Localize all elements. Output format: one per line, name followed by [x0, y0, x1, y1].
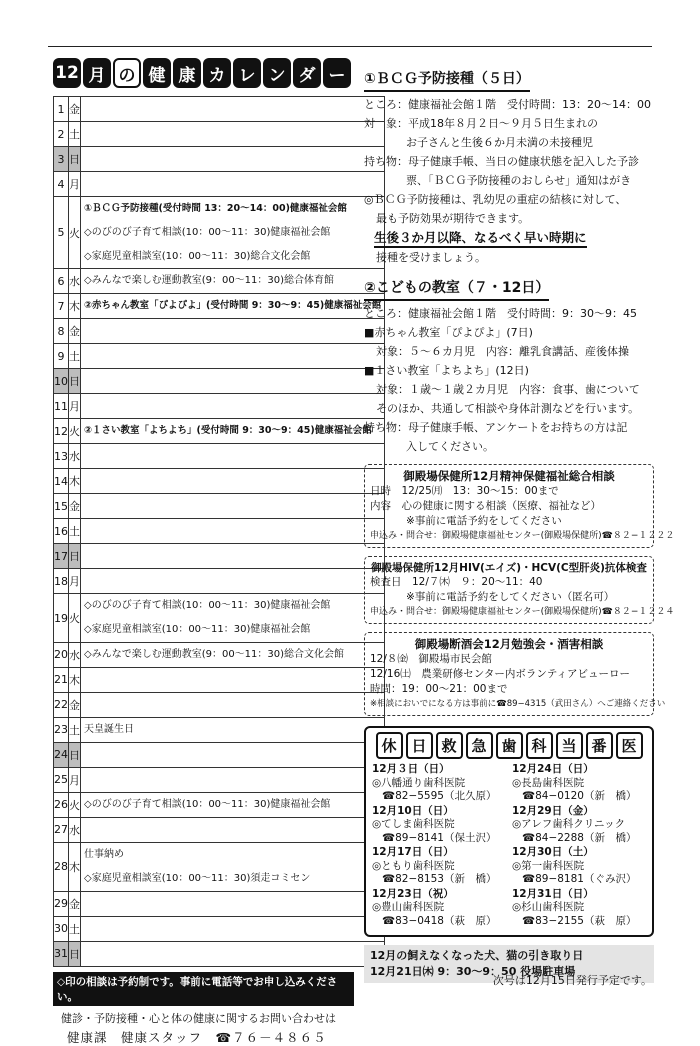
- title-char: ー: [323, 58, 351, 88]
- reservation-note: ◇印の相談は予約制です。事前に電話等でお申し込みください。: [53, 972, 354, 1006]
- dental-title-char: 歯: [496, 732, 523, 759]
- calendar-row: [54, 519, 385, 544]
- calendar-row: [54, 544, 385, 569]
- bcg-closing: 接種を受けましょう。: [376, 251, 486, 264]
- dental-name: ◎第一歯科医院: [512, 859, 585, 872]
- calendar-event: ◇家庭児童相談室(10：00〜11：30)健康福祉会館: [84, 624, 311, 636]
- kodomo-line: ■赤ちゃん教室「ぴよぴよ」(7日): [364, 326, 533, 339]
- weekday: 水: [69, 444, 81, 469]
- calendar-row: [54, 667, 385, 692]
- calendar-event: 天皇誕生日: [84, 724, 134, 736]
- weekday: 土: [69, 916, 81, 941]
- day-events: [81, 419, 385, 444]
- dental-name: ◎長島歯科医院: [512, 776, 585, 789]
- day-events: [81, 594, 385, 643]
- day-events: [81, 97, 385, 122]
- calendar-row: [54, 494, 385, 519]
- box-line: ※事前に電話予約をしてください（匿名可）: [406, 591, 615, 603]
- weekday: 土: [69, 122, 81, 147]
- weekday: 木: [69, 469, 81, 494]
- calendar-event: ②赤ちゃん教室「ぴよぴよ」(受付時間 9：30〜9：45)健康福祉会館: [84, 300, 382, 312]
- day-events: [81, 147, 385, 172]
- notices-column: [364, 68, 675, 983]
- day-events: [81, 519, 385, 544]
- weekday: 木: [69, 667, 81, 692]
- title-char: 月: [83, 58, 111, 88]
- bcg-line: 票、「ＢＣＧ予防接種のおしらせ」通知はがき: [406, 174, 632, 187]
- day-number: 23: [54, 717, 69, 742]
- calendar-row: [54, 97, 385, 122]
- dental-entry: [512, 888, 646, 929]
- calendar-title: [53, 54, 354, 92]
- dental-title-char: 日: [406, 732, 433, 759]
- weekday: 月: [69, 172, 81, 197]
- dental-date: 12月24日（日）: [512, 763, 594, 775]
- dental-title-char: 当: [556, 732, 583, 759]
- dental-tel: ☎83−0418（萩 原）: [382, 914, 497, 927]
- dental-entry: [512, 846, 646, 887]
- dental-tel: ☎83−2155（萩 原）: [522, 914, 637, 927]
- day-events: [81, 494, 385, 519]
- weekday: 土: [69, 717, 81, 742]
- day-number: 14: [54, 469, 69, 494]
- dental-entry: [512, 805, 646, 846]
- day-events: [81, 122, 385, 147]
- day-events: [81, 269, 385, 294]
- bcg-line: ところ：健康福祉会館１階 受付時間：13：20〜14：00: [364, 98, 651, 111]
- weekday: 水: [69, 817, 81, 842]
- day-number: 20: [54, 642, 69, 667]
- calendar-event: ②１さい教室「よちよち」(受付時間 9：30〜9：45)健康福祉会館: [84, 425, 372, 437]
- dental-title-char: 休: [376, 732, 403, 759]
- dental-name: ◎豊山歯科医院: [372, 901, 445, 913]
- weekday: 金: [69, 97, 81, 122]
- dental-title-char: 急: [466, 732, 493, 759]
- dental-date: 12月10日（日）: [372, 804, 454, 817]
- kodomo-line: そのほか、共通して相談や身体計測などを行います。: [376, 402, 640, 415]
- day-number: 24: [54, 742, 69, 767]
- day-events: [81, 891, 385, 916]
- day-events: [81, 444, 385, 469]
- danshu-box: [364, 632, 666, 716]
- weekday: 月: [69, 767, 81, 792]
- day-events: [81, 717, 385, 742]
- day-number: 8: [54, 319, 69, 344]
- calendar-row: [54, 842, 385, 891]
- hiv-test-box: [364, 556, 675, 624]
- calendar-row: [54, 817, 385, 842]
- day-events: [81, 294, 385, 319]
- bcg-line: お子さんと生後６か月未満の未接種児: [406, 136, 593, 149]
- day-events: [81, 692, 385, 717]
- bcg-line: ◎ＢＣＧ予防接種は、乳幼児の重症の結核に対して、: [364, 193, 627, 206]
- day-events: [81, 394, 385, 419]
- day-number: 18: [54, 569, 69, 594]
- day-number: 30: [54, 916, 69, 941]
- calendar-row: [54, 594, 385, 643]
- calendar-row: [54, 419, 385, 444]
- box-line: ※相談においでになる方は事前に☎89−4315（武田さん）へご連絡ください: [370, 699, 666, 709]
- dental-name: ◎ともり歯科医院: [372, 859, 455, 872]
- dental-date: 12月29日（金）: [512, 804, 594, 817]
- calendar-row: [54, 369, 385, 394]
- dental-entry: [372, 888, 506, 929]
- calendar-row: [54, 742, 385, 767]
- calendar-row: [54, 916, 385, 941]
- day-number: 9: [54, 344, 69, 369]
- dental-schedule: [372, 763, 646, 929]
- day-number: 13: [54, 444, 69, 469]
- calendar-row: [54, 122, 385, 147]
- calendar-row: [54, 891, 385, 916]
- box-title: 御殿場保健所12月精神保健福祉総合相談: [403, 469, 615, 483]
- calendar-row: [54, 319, 385, 344]
- day-events: [81, 197, 385, 269]
- weekday: 日: [69, 544, 81, 569]
- title-char: レ: [233, 58, 261, 88]
- bcg-highlight: 生後３か月以降、なるべく早い時期に: [374, 228, 587, 248]
- day-events: [81, 544, 385, 569]
- dental-title-char: 科: [526, 732, 553, 759]
- weekday: 金: [69, 692, 81, 717]
- day-number: 3: [54, 147, 69, 172]
- title-char: 健: [143, 58, 171, 88]
- day-number: 26: [54, 792, 69, 817]
- kodomo-line: 入してください。: [406, 440, 494, 453]
- box-line: 時間：19：00〜21：00まで: [370, 683, 508, 695]
- health-calendar: [53, 54, 382, 1046]
- bcg-line: 対 象：平成18年８月２日〜９月５日生まれの: [364, 117, 598, 130]
- weekday: 日: [69, 369, 81, 394]
- dental-entry: [372, 805, 506, 846]
- box-line: 12/８㈮ 御殿場市民会館: [370, 653, 492, 665]
- box-line: 内容 心の健康に関する相談（医療、福祉など）: [370, 500, 601, 512]
- day-events: [81, 369, 385, 394]
- title-char: ダ: [293, 58, 321, 88]
- box-line: 申込み・問合せ：御殿場健康福祉センター(御殿場保健所)☎８２−１２２４: [370, 607, 675, 617]
- day-number: 27: [54, 817, 69, 842]
- day-number: 21: [54, 667, 69, 692]
- box-line: ※事前に電話予約をしてください: [406, 515, 562, 527]
- mental-health-box: [364, 464, 675, 548]
- calendar-event: ◇家庭児童相談室(10：00〜11：30)総合文化会館: [84, 250, 311, 262]
- dental-title-char: 番: [586, 732, 613, 759]
- day-events: [81, 319, 385, 344]
- bcg-title: ①ＢＣＧ予防接種（５日）: [364, 68, 530, 92]
- dental-tel: ☎89−8181（ぐみ沢）: [522, 873, 637, 885]
- calendar-row: [54, 269, 385, 294]
- weekday: 土: [69, 344, 81, 369]
- dental-date: 12月31日（日）: [512, 887, 594, 900]
- day-number: 19: [54, 594, 69, 643]
- calendar-row: [54, 569, 385, 594]
- day-number: 4: [54, 172, 69, 197]
- day-number: 1: [54, 97, 69, 122]
- holiday-dental-box: [364, 726, 654, 937]
- kodomo-line: 対象：５〜６カ月児 内容：離乳食講話、産後体操: [376, 345, 629, 358]
- calendar-row: [54, 197, 385, 269]
- day-events: [81, 916, 385, 941]
- dental-title: [372, 732, 646, 759]
- calendar-row: [54, 444, 385, 469]
- bcg-line: 持ち物：母子健康手帳、当日の健康状態を記入した予診: [364, 155, 639, 168]
- kodomo-title: ②こどもの教室（７・12日）: [364, 277, 549, 301]
- day-number: 22: [54, 692, 69, 717]
- day-events: [81, 767, 385, 792]
- day-events: [81, 792, 385, 817]
- day-number: 15: [54, 494, 69, 519]
- day-events: [81, 344, 385, 369]
- day-number: 28: [54, 842, 69, 891]
- weekday: 金: [69, 891, 81, 916]
- dental-entry: [512, 763, 646, 804]
- weekday: 日: [69, 941, 81, 966]
- day-events: [81, 642, 385, 667]
- day-events: [81, 842, 385, 891]
- weekday: 火: [69, 594, 81, 643]
- calendar-row: [54, 941, 385, 966]
- calendar-event: 仕事納め: [84, 848, 124, 860]
- calendar-event: ◇のびのび子育て相談(10：00〜11：30)健康福祉会館: [84, 799, 331, 811]
- day-number: 31: [54, 941, 69, 966]
- weekday: 日: [69, 742, 81, 767]
- day-number: 11: [54, 394, 69, 419]
- calendar-row: [54, 469, 385, 494]
- calendar-row: [54, 344, 385, 369]
- dental-date: 12月３日（日）: [372, 763, 450, 775]
- day-events: [81, 742, 385, 767]
- calendar-row: [54, 642, 385, 667]
- weekday: 火: [69, 197, 81, 269]
- pet-line: 12月21日㈭ 9：30〜9：50 役場駐車場: [370, 965, 576, 978]
- kodomo-line: ところ：健康福祉会館１階 受付時間：9：30〜9：45: [364, 307, 637, 320]
- box-line: 日時 12/25㈪ 13：30〜15：00まで: [370, 485, 559, 497]
- box-title: 御殿場断酒会12月勉強会・酒害相談: [414, 637, 604, 651]
- dental-entry: [372, 846, 506, 887]
- box-line: 12/16㈯ 農業研修センター内ボランティアビューロー: [370, 668, 630, 680]
- weekday: 月: [69, 394, 81, 419]
- title-char: 12: [53, 58, 81, 88]
- calendar-row: [54, 172, 385, 197]
- box-line: 検査日 12/７㈭ ９：20〜11：40: [370, 576, 543, 588]
- day-events: [81, 667, 385, 692]
- title-char: ン: [263, 58, 291, 88]
- title-char: カ: [203, 58, 231, 88]
- dental-tel: ☎82−5595（北久原）: [382, 790, 497, 802]
- calendar-event: ①ＢＣＧ予防接種(受付時間 13：20〜14：00)健康福祉会館: [84, 203, 347, 214]
- weekday: 金: [69, 494, 81, 519]
- calendar-row: [54, 394, 385, 419]
- day-events: [81, 569, 385, 594]
- weekday: 火: [69, 419, 81, 444]
- box-title: 御殿場保健所12月HIV(エイズ)・HCV(C型肝炎)抗体検査: [371, 562, 647, 574]
- calendar-row: [54, 147, 385, 172]
- weekday: 土: [69, 519, 81, 544]
- dental-tel: ☎82−8153（新 橋）: [382, 873, 497, 885]
- weekday: 月: [69, 569, 81, 594]
- top-rule: [48, 46, 652, 47]
- day-number: 5: [54, 197, 69, 269]
- weekday: 日: [69, 147, 81, 172]
- weekday: 火: [69, 792, 81, 817]
- day-events: [81, 172, 385, 197]
- dental-name: ◎八幡通り歯科医院: [372, 776, 466, 789]
- calendar-row: [54, 792, 385, 817]
- dental-name: ◎杉山歯科医院: [512, 901, 585, 913]
- calendar-row: [54, 717, 385, 742]
- dental-date: 12月30日（土）: [512, 846, 594, 858]
- calendar-event: ◇のびのび子育て相談(10：00〜11：30)健康福祉会館: [84, 600, 331, 612]
- dental-entry: [372, 763, 506, 804]
- calendar-row: [54, 294, 385, 319]
- title-char: 康: [173, 58, 201, 88]
- day-number: 16: [54, 519, 69, 544]
- dental-date: 12月23日（祝）: [372, 887, 454, 900]
- dental-tel: ☎84−0120（新 橋）: [522, 790, 637, 802]
- dental-name: ◎てしま歯科医院: [372, 818, 455, 830]
- inquiry-contact: 健康課 健康スタッフ ☎７６－４８６５: [67, 1029, 327, 1045]
- calendar-event: ◇みんなで楽しむ運動教室(9：00〜11：30)総合文化会館: [84, 649, 345, 661]
- kodomo-line: 対象：１歳〜１歳２カ月児 内容：食事、歯について: [376, 383, 640, 396]
- day-number: 6: [54, 269, 69, 294]
- day-number: 17: [54, 544, 69, 569]
- day-number: 10: [54, 369, 69, 394]
- weekday: 木: [69, 294, 81, 319]
- weekday: 木: [69, 842, 81, 891]
- weekday: 金: [69, 319, 81, 344]
- dental-title-char: 医: [616, 732, 643, 759]
- dental-date: 12月17日（日）: [372, 846, 454, 858]
- day-number: 12: [54, 419, 69, 444]
- day-number: 25: [54, 767, 69, 792]
- calendar-event: ◇家庭児童相談室(10：00〜11：30)須走コミセン: [84, 872, 311, 884]
- weekday: 水: [69, 269, 81, 294]
- day-number: 7: [54, 294, 69, 319]
- calendar-row: [54, 692, 385, 717]
- calendar-row: [54, 767, 385, 792]
- kodomo-line: ■１さい教室「よちよち」(12日): [364, 364, 529, 377]
- calendar-event: ◇みんなで楽しむ運動教室(9：00〜11：30)総合体育館: [84, 275, 335, 287]
- box-line: 申込み・問合せ：御殿場健康福祉センター(御殿場保健所)☎８２−１２２２: [370, 531, 675, 541]
- dental-name: ◎アレフ歯科クリニック: [512, 818, 626, 830]
- day-number: 29: [54, 891, 69, 916]
- weekday: 水: [69, 642, 81, 667]
- bcg-section: [364, 68, 654, 267]
- dental-tel: ☎89−8141（保土沢）: [382, 831, 497, 844]
- bcg-line: 最も予防効果が期待できます。: [376, 212, 530, 225]
- next-issue-note: 次号は12月15日発行予定です。: [492, 974, 652, 987]
- pet-line: 12月の飼えなくなった犬、猫の引き取り日: [370, 949, 584, 962]
- calendar-table: [53, 96, 385, 967]
- day-events: [81, 941, 385, 966]
- calendar-event: ◇のびのび子育て相談(10：00〜11：30)健康福祉会館: [84, 226, 331, 238]
- kodomo-line: 持ち物：母子健康手帳、アンケートをお持ちの方は記: [364, 421, 628, 434]
- day-number: 2: [54, 122, 69, 147]
- dental-title-char: 救: [436, 732, 463, 759]
- day-events: [81, 469, 385, 494]
- day-events: [81, 817, 385, 842]
- kodomo-section: [364, 277, 654, 456]
- dental-tel: ☎84−2288（新 橋）: [522, 831, 637, 844]
- inquiry-line: 健診・予防接種・心と体の健康に関するお問い合わせは: [61, 1011, 336, 1025]
- title-char: の: [113, 58, 141, 88]
